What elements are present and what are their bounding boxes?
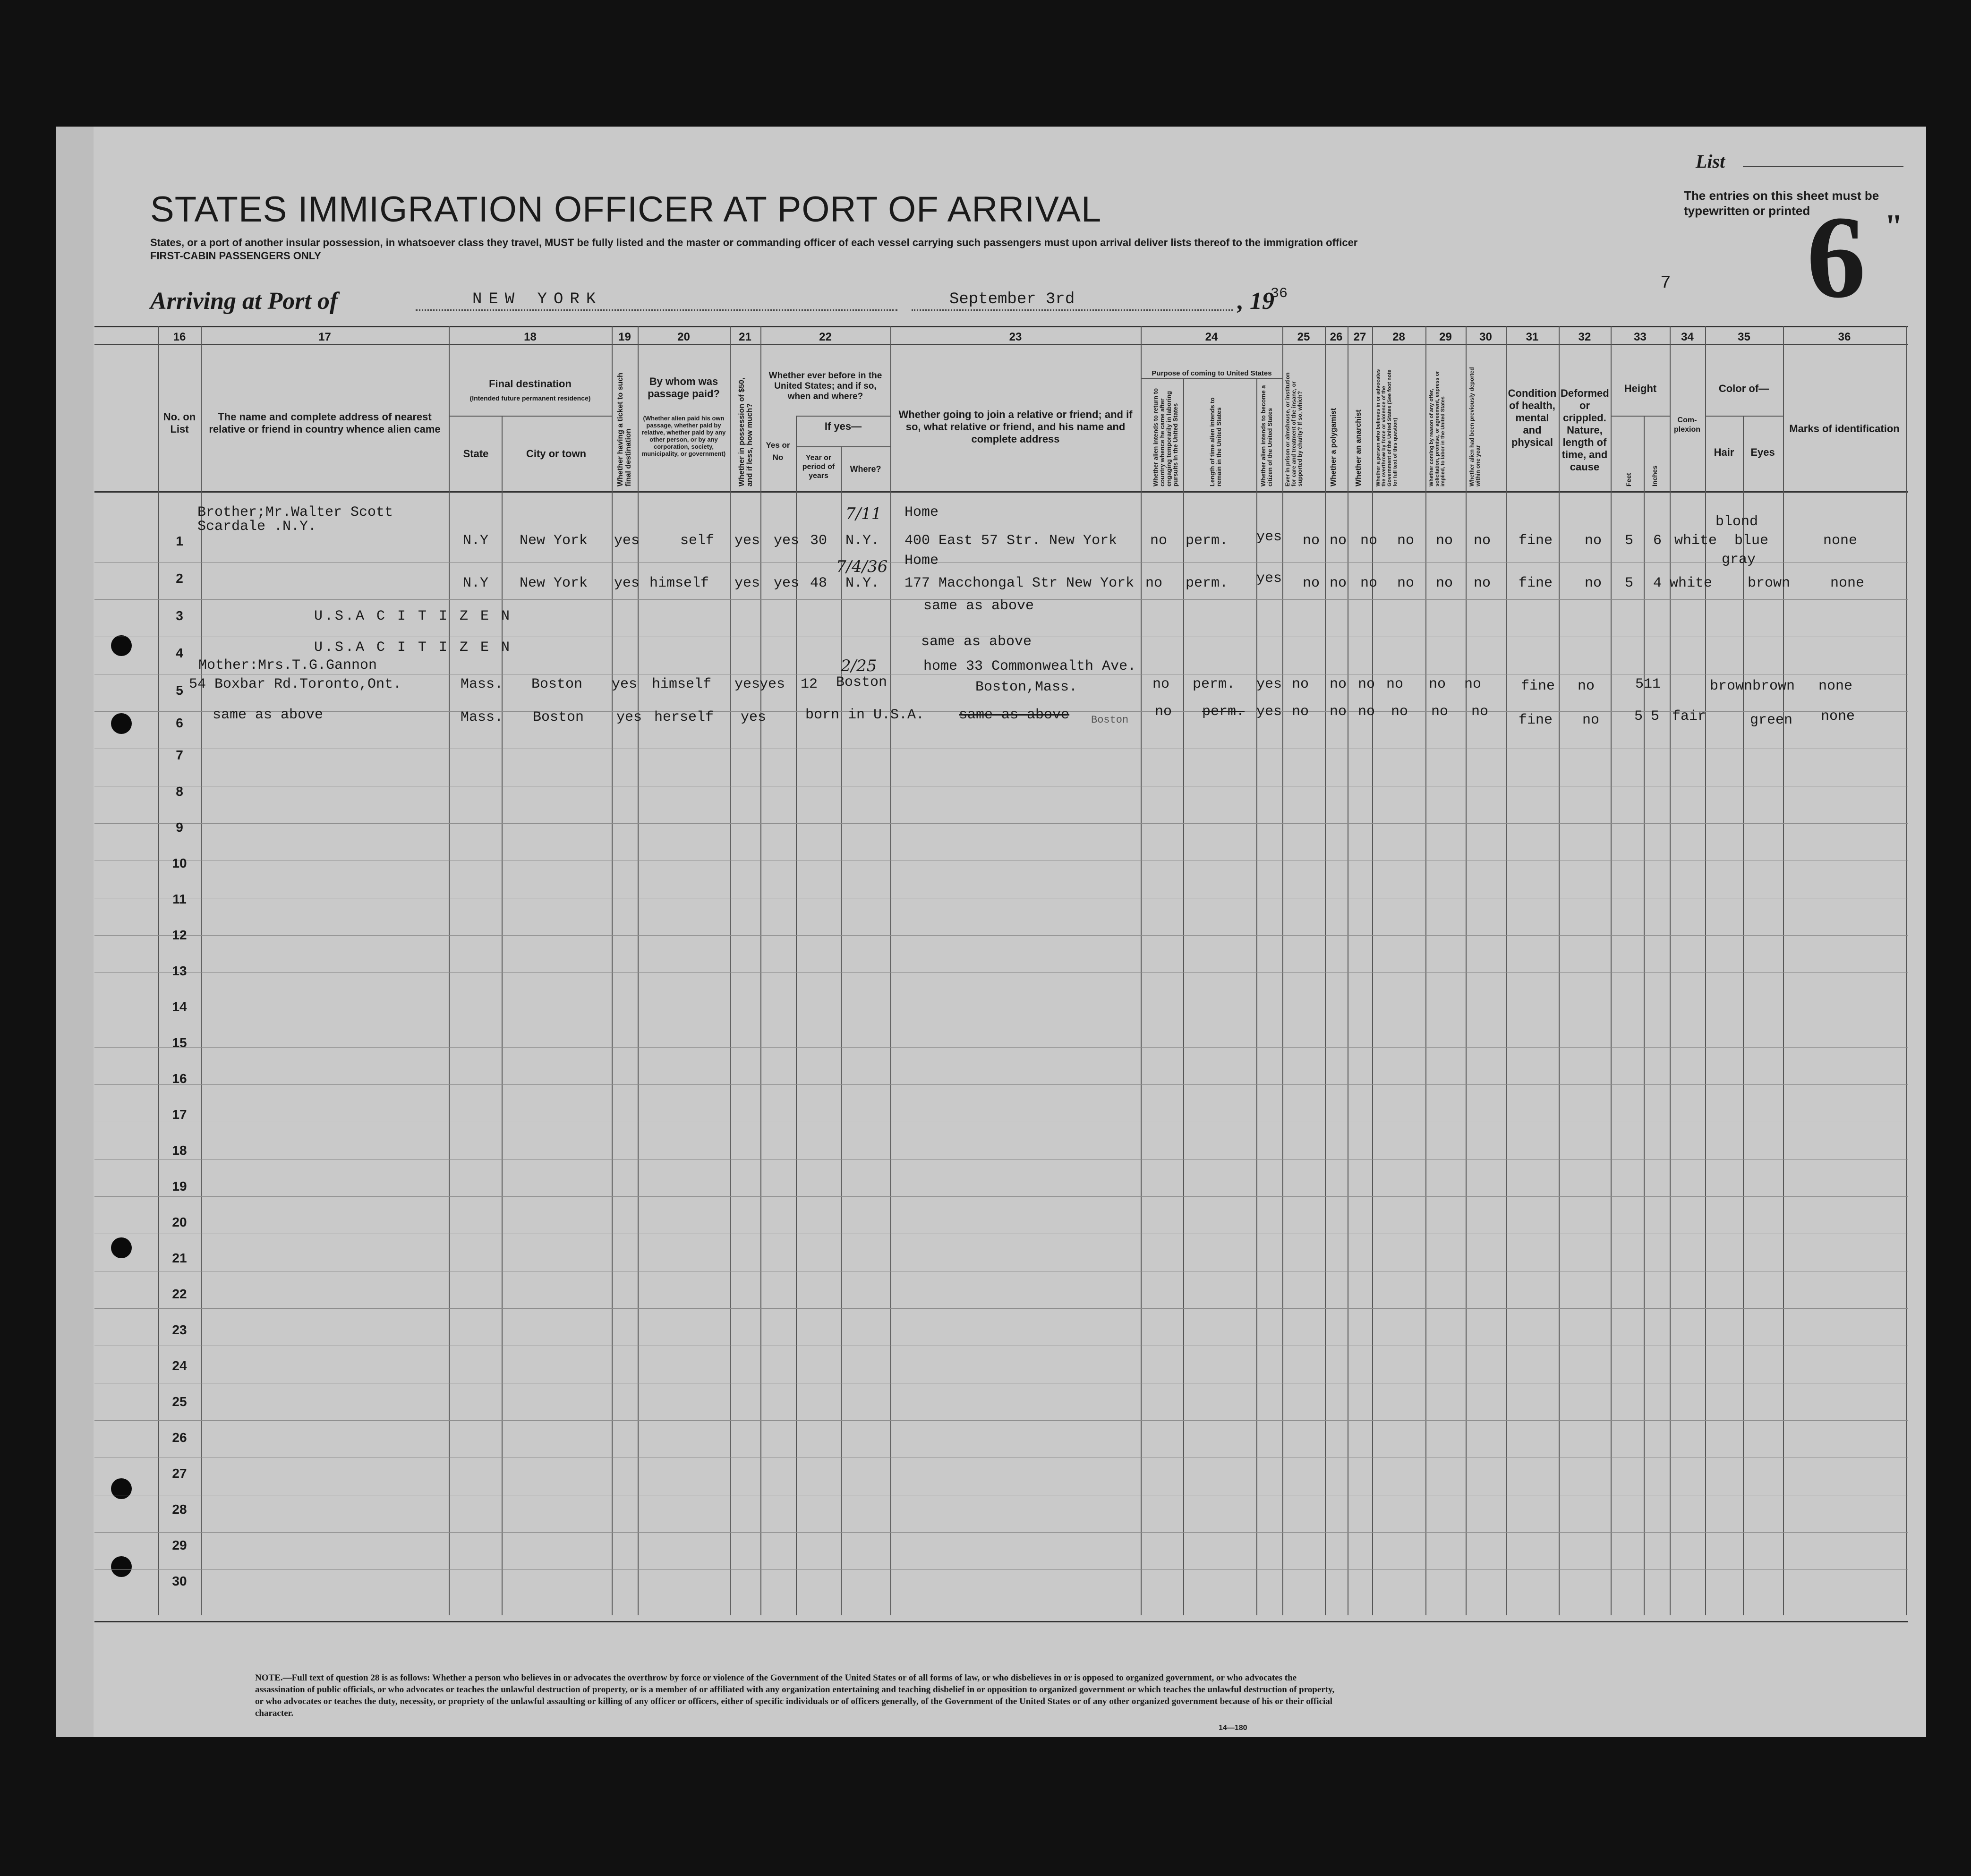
join-sub: Boston	[1091, 714, 1129, 726]
subheader-rule	[796, 416, 890, 417]
hair-value: gray	[1722, 552, 1756, 568]
complexion-value: white	[1670, 575, 1713, 591]
row-number: 17	[172, 1107, 187, 1122]
q30-value: no	[1474, 533, 1491, 549]
hair-eyes-value: brownbrown	[1710, 678, 1795, 694]
column-divider	[1466, 326, 1467, 1615]
money-value: yes	[734, 676, 760, 692]
q28-value: no	[1386, 676, 1404, 692]
subheader-rule	[1705, 416, 1783, 417]
relative-address: 54 Boxbar Rd.Toronto,Ont.	[189, 676, 402, 692]
header-year-period: Year or period of years	[802, 454, 835, 480]
health-value: fine	[1519, 575, 1553, 591]
q29-value: no	[1429, 676, 1446, 692]
purpose-return: no	[1155, 704, 1172, 720]
column-divider	[1256, 378, 1257, 1615]
anarchist-value: no	[1358, 704, 1375, 720]
polygamist-value: no	[1330, 575, 1347, 591]
table-top-border	[94, 326, 1908, 327]
header-question-29: Whether coming by reason of any offer, solicitation, promise, or agreement, express or implied, to labor in the United States	[1429, 371, 1446, 486]
purpose-return: no	[1152, 676, 1170, 692]
before-years: 12	[801, 676, 818, 692]
polygamist-value: no	[1330, 704, 1347, 720]
row-number: 12	[172, 928, 187, 942]
column-number: 21	[739, 331, 751, 343]
column-number: 28	[1392, 331, 1405, 343]
page-subtitle	[150, 236, 1685, 263]
column-number: 16	[173, 331, 186, 343]
row-rule	[94, 1308, 1908, 1309]
column-divider	[796, 416, 797, 1615]
arriving-label: Arriving at Port of	[150, 288, 338, 315]
column-divider	[1906, 326, 1907, 1615]
row-rule	[94, 972, 1908, 973]
height-inches: 6	[1653, 533, 1662, 549]
marks-value: none	[1821, 708, 1855, 725]
born-note: born in U.S.A.	[805, 707, 925, 723]
form-number: 14—180	[1219, 1724, 1247, 1732]
anarchist-value: no	[1360, 575, 1378, 591]
hair-value: blond	[1715, 514, 1758, 530]
row-number: 23	[172, 1322, 187, 1337]
column-number: 18	[524, 331, 537, 343]
row-number: 4	[176, 646, 183, 660]
row-number: 28	[172, 1502, 187, 1517]
row-number: 16	[172, 1071, 187, 1086]
row-number: 24	[172, 1358, 187, 1373]
punch-hole	[111, 1478, 132, 1499]
column-divider	[1325, 326, 1326, 1615]
q28-value: no	[1391, 704, 1408, 720]
row-number: 13	[172, 964, 187, 978]
ticket-value: yes	[612, 676, 638, 692]
dest-city: Boston	[533, 709, 584, 725]
row-number: 2	[176, 571, 183, 586]
column-divider	[638, 326, 639, 1615]
column-number: 19	[618, 331, 631, 343]
row-number: 7	[176, 748, 183, 762]
money-value: yes	[741, 709, 767, 725]
page-title: STATES IMMIGRATION OFFICER AT PORT OF ARRIVAL	[150, 189, 1102, 230]
ticket-value: yes	[614, 575, 640, 591]
row-number: 8	[176, 784, 183, 799]
column-number: 24	[1205, 331, 1218, 343]
list-number-line	[1743, 166, 1903, 167]
row-number: 18	[172, 1143, 187, 1158]
column-number: 23	[1009, 331, 1022, 343]
punch-hole	[111, 713, 132, 734]
row-number: 25	[172, 1394, 187, 1409]
header-complexion: Com-plexion	[1673, 416, 1700, 434]
column-number: 17	[318, 331, 331, 343]
health-value: fine	[1519, 712, 1553, 728]
column-divider	[1559, 326, 1560, 1615]
column-divider	[1705, 326, 1706, 1615]
height-feet: 5	[1625, 533, 1634, 549]
deformed-value: no	[1578, 678, 1595, 694]
row-number: 3	[176, 608, 183, 623]
row-rule	[94, 1159, 1908, 1160]
subtitle-line: States, or a port of another insular possession, in whatsoever class they travel, MUST be fully listed and the master or commanding officer of each vessel carrying such passengers must upon arrival deliver lists thereof to the immigration officer	[150, 237, 1358, 248]
purpose-citizen: yes	[1256, 704, 1282, 720]
paid-by: self	[680, 533, 715, 549]
row-number: 26	[172, 1430, 187, 1445]
column-divider	[890, 326, 891, 1615]
anarchist-value: no	[1360, 533, 1378, 549]
column-divider	[612, 326, 613, 1615]
before-yes-no: yes	[759, 676, 785, 692]
relative-same: same as above	[213, 707, 324, 723]
prison-value: no	[1292, 704, 1309, 720]
header-final-destination-sub: (Intended future permanent residence)	[469, 394, 591, 402]
join-same: same as above	[959, 707, 1070, 723]
list-label: List	[1696, 151, 1725, 172]
height-feet: 5	[1625, 575, 1634, 591]
column-divider	[449, 326, 450, 1615]
column-divider	[502, 416, 503, 1615]
citizen-note: U.S.A C I T I Z E N	[314, 640, 512, 656]
header-condition: Condition of health, mental and physical	[1508, 387, 1557, 448]
column-divider	[730, 326, 731, 1615]
row-number: 9	[176, 820, 183, 835]
q30-value: no	[1474, 575, 1491, 591]
join-label: Home	[904, 504, 939, 520]
join-label: Home	[904, 553, 939, 569]
sheet-number: 6	[1807, 192, 1866, 323]
paid-by: herself	[654, 709, 714, 725]
column-number: 27	[1353, 331, 1366, 343]
q28-value: no	[1397, 533, 1415, 549]
column-number: 34	[1681, 331, 1694, 343]
q30-value: no	[1471, 704, 1489, 720]
header-nearest-relative: The name and complete address of nearest relative or friend in country whence alien came	[209, 411, 441, 435]
health-value: fine	[1521, 678, 1555, 694]
header-state: State	[463, 448, 489, 460]
column-number: 20	[677, 331, 690, 343]
header-inches: Inches	[1651, 465, 1658, 486]
header-possession: Whether in possession of $50, and if less, how much?	[738, 377, 754, 486]
column-divider	[1183, 378, 1184, 1615]
header-eyes: Eyes	[1750, 446, 1775, 458]
header-question-30: Whether alien had been previously deported within one year	[1468, 367, 1481, 486]
row-number: 1	[176, 534, 183, 548]
column-divider	[1282, 326, 1283, 1615]
header-color-of: Color of—	[1718, 383, 1769, 394]
before-years: 30	[810, 533, 828, 549]
entries-note: The entries on this sheet must be typewritten or printed	[1684, 188, 1879, 218]
row-number: 15	[172, 1035, 187, 1050]
header-by-whom: By whom was passage paid?	[648, 375, 720, 400]
row-number: 5	[176, 683, 183, 698]
punch-hole	[111, 1237, 132, 1258]
handwritten-date: 7/4/36	[836, 557, 888, 576]
sheet-number-suffix: "	[1885, 208, 1903, 245]
column-number: 31	[1526, 331, 1539, 343]
eyes-value: blue	[1734, 533, 1769, 549]
deformed-value: no	[1582, 712, 1600, 728]
purpose-citizen: yes	[1256, 571, 1282, 587]
row-rule	[94, 1420, 1908, 1421]
row-number: 19	[172, 1179, 187, 1194]
header-yes-no: Yes or No	[766, 441, 790, 462]
citizen-note: U.S.A C I T I Z E N	[314, 608, 512, 624]
column-number-rule	[94, 344, 1908, 345]
header-bottom-border	[94, 491, 1908, 493]
eyes-value: brown	[1748, 575, 1791, 591]
join-same: same as above	[921, 634, 1032, 650]
before-yes-no: yes	[774, 575, 800, 591]
before-where: Boston	[836, 674, 887, 691]
column-divider	[1611, 326, 1612, 1615]
dest-state: N.Y	[463, 575, 489, 591]
port-value: NEW YORK	[472, 290, 603, 308]
before-yes-no: yes	[774, 533, 800, 549]
paid-by: himself	[649, 575, 709, 591]
column-divider	[1141, 326, 1142, 1615]
column-divider	[1670, 326, 1671, 1615]
marks-value: none	[1818, 678, 1853, 694]
complexion-value: fair	[1672, 708, 1706, 725]
before-years: 48	[810, 575, 828, 591]
header-marks: Marks of identification	[1789, 423, 1900, 435]
marks-value: none	[1823, 533, 1858, 549]
polygamist-value: no	[1330, 533, 1347, 549]
column-number: 32	[1578, 331, 1591, 343]
anarchist-value: no	[1358, 676, 1375, 692]
q30-value: no	[1464, 676, 1482, 692]
row-rule	[94, 1047, 1908, 1048]
relative-address: Scardale .N.Y.	[197, 519, 317, 535]
column-number: 22	[819, 331, 832, 343]
header-feet: Feet	[1625, 473, 1632, 486]
header-if-yes: If yes—	[824, 420, 862, 432]
dest-city: New York	[520, 575, 588, 591]
header-ticket: Whether having a ticket to such final destination	[616, 373, 632, 486]
header-purpose: Purpose of coming to United States	[1152, 369, 1272, 377]
before-where: N.Y.	[845, 575, 880, 591]
side-number: 7	[1660, 273, 1671, 293]
handwritten-date: 7/11	[845, 504, 882, 523]
dest-state: Mass.	[461, 709, 503, 725]
prison-value: no	[1292, 676, 1309, 692]
column-divider	[1425, 326, 1426, 1615]
row-number: 11	[172, 892, 187, 906]
header-question-28: Whether a person who believes in or advocates the overthrow by force or violence of the Government of the United States (See foot note for full text of this question)	[1375, 369, 1398, 486]
row-number: 21	[172, 1251, 187, 1265]
column-number: 26	[1330, 331, 1343, 343]
column-divider	[1644, 416, 1645, 1615]
height-value: 511	[1635, 676, 1661, 692]
ticket-value: yes	[614, 533, 640, 549]
purpose-citizen: yes	[1256, 529, 1282, 545]
column-number: 25	[1297, 331, 1310, 343]
prison-value: no	[1303, 533, 1320, 549]
column-number: 30	[1479, 331, 1492, 343]
ticket-value: yes	[616, 709, 642, 725]
header-purpose-length: Length of time alien intends to remain in the United States	[1209, 397, 1222, 486]
header-no-on-list: No. on List	[163, 411, 196, 435]
header-hair: Hair	[1714, 446, 1734, 458]
polygamist-value: no	[1330, 676, 1347, 692]
header-purpose-return: Whether alien intends to return to country whence he came after engaging temporarily in laboring pursuits in the United States	[1152, 388, 1179, 486]
header-city: City or town	[526, 448, 587, 460]
relative-name: Brother;Mr.Walter Scott	[197, 504, 393, 520]
column-number: 36	[1838, 331, 1851, 343]
row-rule	[94, 562, 1908, 563]
header-prison: Ever in prison or almshouse, or institution for care and treatment of the insane, or supported by charity? If so, which?	[1284, 372, 1303, 486]
subheader-rule	[449, 416, 612, 417]
row-number: 30	[172, 1574, 187, 1588]
row-number: 10	[172, 856, 187, 870]
header-ever-before: Whether ever before in the United States; and if so, when and where?	[768, 371, 882, 401]
header-where: Where?	[850, 464, 881, 474]
dest-state: N.Y	[463, 533, 489, 549]
eyes-value: green	[1750, 712, 1793, 728]
header-height: Height	[1624, 383, 1657, 394]
subheader-rule	[1611, 416, 1670, 417]
row-number: 14	[172, 999, 187, 1014]
row-number: 6	[176, 716, 183, 730]
row-rule	[94, 1532, 1908, 1533]
deformed-value: no	[1585, 575, 1602, 591]
column-divider	[1506, 326, 1507, 1615]
join-label: home 33 Commonwealth Ave.	[923, 658, 1136, 674]
manifest-sheet	[56, 127, 1926, 1737]
money-value: yes	[734, 533, 760, 549]
q28-value: no	[1397, 575, 1415, 591]
purpose-length: perm.	[1186, 575, 1229, 591]
header-join-relative: Whether going to join a relative or friend; and if so, what relative or friend, and his name and complete address	[898, 409, 1133, 445]
purpose-length: perm.	[1186, 533, 1229, 549]
q29-value: no	[1431, 704, 1449, 720]
binding-strip	[56, 127, 94, 1737]
health-value: fine	[1519, 533, 1553, 549]
row-rule	[94, 1569, 1908, 1570]
marks-value: none	[1830, 575, 1865, 591]
paid-by: himself	[652, 676, 712, 692]
header-polygamist: Whether a polygamist	[1330, 408, 1338, 486]
header-by-whom-sub: (Whether alien paid his own passage, whether paid by relative, whether paid by any other person, or by any corporation, society, municipality, or government)	[641, 415, 726, 457]
year-suffix: 36	[1271, 286, 1288, 302]
date-value: September 3rd	[949, 290, 1075, 308]
column-number: 33	[1634, 331, 1647, 343]
purpose-citizen: yes	[1256, 676, 1282, 692]
column-divider	[1783, 326, 1784, 1615]
column-number: 29	[1439, 331, 1452, 343]
punch-hole	[111, 1556, 132, 1577]
row-number: 22	[172, 1287, 187, 1301]
port-dotted-line	[416, 309, 897, 311]
join-address: 177 Macchongal Str New York	[904, 575, 1135, 591]
dest-city: New York	[520, 533, 588, 549]
subtitle-class: FIRST-CABIN PASSENGERS ONLY	[150, 250, 321, 262]
purpose-length: perm.	[1193, 676, 1236, 692]
date-dotted-line	[912, 309, 1233, 311]
punch-hole	[111, 635, 132, 656]
year-prefix: , 19	[1237, 288, 1274, 315]
subheader-rule	[1141, 378, 1282, 379]
header-anarchist: Whether an anarchist	[1355, 409, 1363, 486]
purpose-return: no	[1145, 575, 1163, 591]
row-rule	[94, 823, 1908, 824]
purpose-return: no	[1150, 533, 1168, 549]
relative-name: Mother:Mrs.T.G.Gannon	[198, 657, 377, 674]
height-feet: 5	[1634, 708, 1643, 725]
row-number: 20	[172, 1215, 187, 1229]
row-rule	[94, 1084, 1908, 1085]
deformed-value: no	[1585, 533, 1602, 549]
before-where: N.Y.	[845, 533, 880, 549]
header-final-destination: Final destination	[489, 378, 572, 390]
column-divider	[1372, 326, 1373, 1615]
q29-value: no	[1436, 533, 1453, 549]
column-divider	[760, 326, 761, 1615]
header-purpose-citizen: Whether alien intends to become a citizen of the United States	[1260, 385, 1273, 486]
subheader-rule	[796, 446, 890, 447]
header-deformed: Deformed or crippled. Nature, length of time, and cause	[1561, 387, 1609, 473]
row-rule	[94, 1196, 1908, 1197]
handwritten-date: 2/25	[841, 657, 877, 675]
purpose-length: perm.	[1202, 704, 1245, 720]
dest-city: Boston	[531, 676, 583, 692]
complexion-value: white	[1674, 533, 1717, 549]
column-divider	[841, 446, 842, 1615]
dest-state: Mass.	[461, 676, 503, 692]
row-rule	[94, 935, 1908, 936]
q29-value: no	[1436, 575, 1453, 591]
column-number: 35	[1738, 331, 1750, 343]
join-same: same as above	[923, 598, 1034, 614]
join-address: 400 East 57 Str. New York	[904, 533, 1118, 549]
row-number: 27	[172, 1466, 187, 1481]
height-inches: 5	[1651, 708, 1660, 725]
column-divider	[1743, 416, 1744, 1615]
prison-value: no	[1303, 575, 1320, 591]
money-value: yes	[734, 575, 760, 591]
join-address: Boston,Mass.	[975, 679, 1078, 695]
height-inches: 4	[1653, 575, 1662, 591]
footnote: NOTE.—Full text of question 28 is as follows: Whether a person who believes in or advocates the overthrow by force or violence of the Government of the United States or of all forms of law, or who disbelieves in or is opposed to organized government, or who advocates the assassination of public officials, or who advocates or teaches the unlawful destruction of property, or is a member of or affiliated with any organization entertaining and teaching disbelief in or opposition to organized government or which teaches the unlawful destruction of property, or who advocates or teaches the duty, necessity, or propriety of the unlawful assaulting or killing of any officer or officers, either of specific individuals or of officers generally, of the Government of the United States or of any other organized government because of his or their official character.	[255, 1673, 1335, 1718]
row-number: 29	[172, 1538, 187, 1552]
table-bottom-border	[94, 1621, 1908, 1622]
